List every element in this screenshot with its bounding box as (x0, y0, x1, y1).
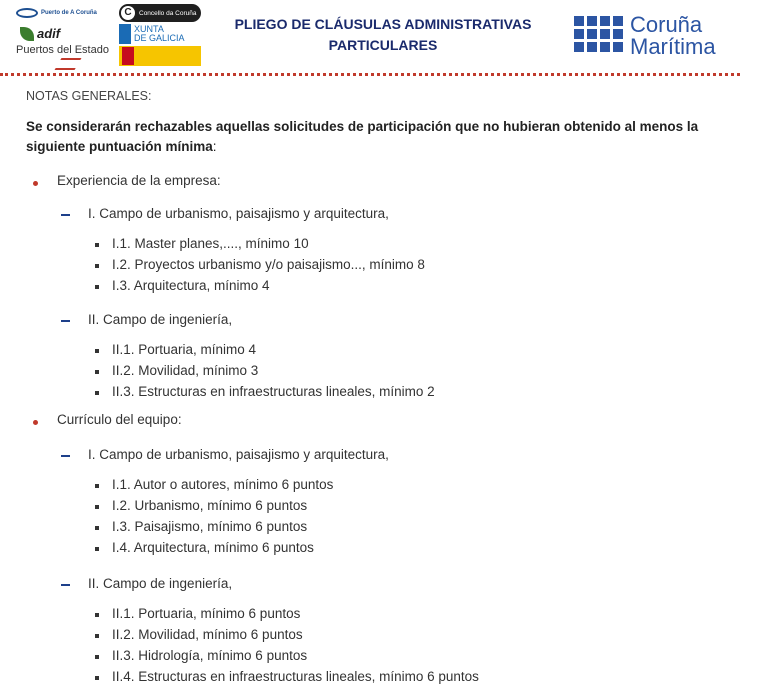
section-bullet-icon (33, 420, 38, 425)
puertos-estado-mark-icon (55, 58, 82, 70)
coruna-maritima-logo (574, 14, 716, 58)
item-bullet-icon (95, 505, 99, 509)
adif-logo-text: adif (37, 26, 61, 41)
item-bullet-icon (95, 676, 99, 680)
criterion-item: I.1. Master planes,...., mínimo 10 (112, 236, 309, 251)
header-divider (0, 73, 740, 76)
criterion-item: II.4. Estructuras en infraestructuras lineales, mínimo 6 puntos (112, 669, 479, 684)
section-label: Experiencia de la empresa: (57, 173, 221, 188)
puerto-ring-icon (16, 8, 38, 18)
item-bullet-icon (95, 349, 99, 353)
notes-heading: NOTAS GENERALES: (26, 89, 152, 103)
section-label: Currículo del equipo: (57, 412, 182, 427)
document-title (230, 14, 536, 56)
intro-paragraph (26, 117, 756, 157)
adif-leaf-icon (20, 27, 34, 41)
criterion-item: II.1. Portuaria, mínimo 6 puntos (112, 606, 301, 621)
field-dash-icon (61, 584, 70, 586)
puerto-coruna-logo (16, 6, 97, 20)
document-title-line1: PLIEGO DE CLÁUSULAS ADMINISTRATIVAS (234, 16, 532, 32)
xunta-logo-line1: XUNTA (134, 24, 164, 34)
intro-bold-text: Se considerarán rechazables aquellas solicitudes de participación que no hubieran obtenido al menos la siguiente puntuación mínima (26, 119, 699, 154)
spain-flag-icon (122, 47, 134, 65)
adif-logo (20, 26, 60, 41)
criterion-item: I.2. Urbanismo, mínimo 6 puntos (112, 498, 308, 513)
criterion-item: II.2. Movilidad, mínimo 6 puntos (112, 627, 303, 642)
criterion-item: I.3. Paisajismo, mínimo 6 puntos (112, 519, 308, 534)
document-title-line2: PARTICULARES (328, 37, 438, 53)
coruna-maritima-grid-icon (574, 16, 624, 56)
concello-logo-text: Concello da Coruña (139, 9, 197, 17)
item-bullet-icon (95, 243, 99, 247)
field-dash-icon (61, 320, 70, 322)
intro-tail: : (212, 139, 217, 154)
section-bullet-icon (33, 181, 38, 186)
criterion-item: II.3. Hidrología, mínimo 6 puntos (112, 648, 308, 663)
concello-coruna-logo (119, 4, 201, 22)
criterion-item: II.3. Estructuras en infraestructuras lineales, mínimo 2 (112, 384, 435, 399)
coruna-logo-line2: Marítima (630, 34, 716, 59)
criterion-item: II.1. Portuaria, mínimo 4 (112, 342, 257, 357)
item-bullet-icon (95, 655, 99, 659)
field-dash-icon (61, 214, 70, 216)
page-header (0, 0, 762, 76)
item-bullet-icon (95, 526, 99, 530)
gobierno-espana-logo (119, 46, 201, 66)
xunta-logo-line2: DE GALICIA (134, 33, 185, 43)
concello-c-icon: C (121, 6, 135, 20)
puertos-estado-logo-text: Puertos del Estado (16, 44, 109, 56)
item-bullet-icon (95, 484, 99, 488)
puerto-logo-text: Puerto de A Coruña (41, 10, 97, 16)
criterion-item: I.1. Autor o autores, mínimo 6 puntos (112, 477, 334, 492)
item-bullet-icon (95, 547, 99, 551)
item-bullet-icon (95, 264, 99, 268)
criterion-item: I.4. Arquitectura, mínimo 6 puntos (112, 540, 314, 555)
coruna-logo-line1: Coruña (630, 12, 703, 37)
criterion-item: II.2. Movilidad, mínimo 3 (112, 363, 259, 378)
field-dash-icon (61, 455, 70, 457)
item-bullet-icon (95, 391, 99, 395)
field-label: I. Campo de urbanismo, paisajismo y arquitectura, (88, 206, 389, 221)
item-bullet-icon (95, 634, 99, 638)
field-label: II. Campo de ingeniería, (88, 576, 233, 591)
criterion-item: I.2. Proyectos urbanismo y/o paisajismo..., mínimo 8 (112, 257, 425, 272)
item-bullet-icon (95, 285, 99, 289)
item-bullet-icon (95, 613, 99, 617)
criterion-item: I.3. Arquitectura, mínimo 4 (112, 278, 270, 293)
xunta-galicia-logo (119, 24, 185, 44)
field-label: I. Campo de urbanismo, paisajismo y arquitectura, (88, 447, 389, 462)
item-bullet-icon (95, 370, 99, 374)
xunta-mark-icon (119, 24, 131, 44)
field-label: II. Campo de ingeniería, (88, 312, 233, 327)
